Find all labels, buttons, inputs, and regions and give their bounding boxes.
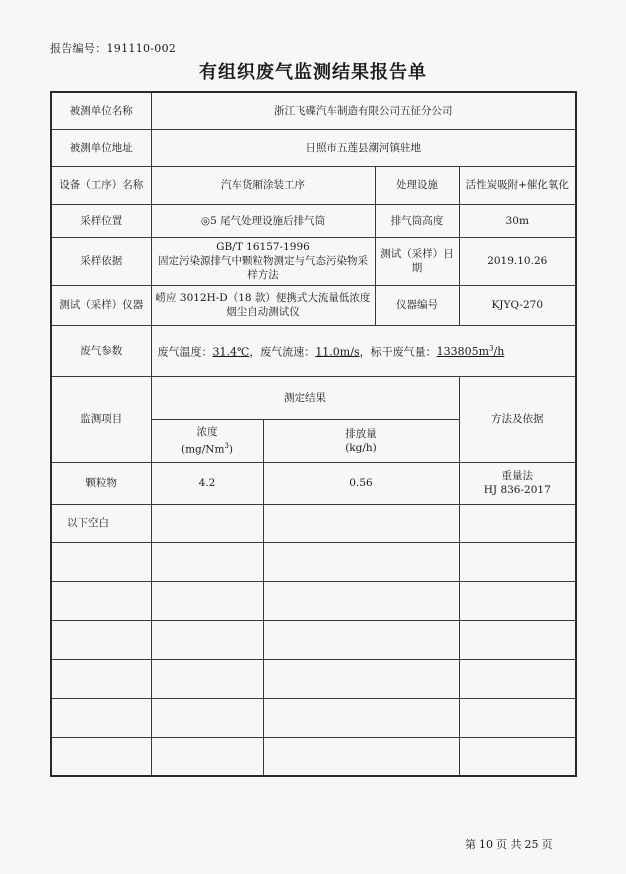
unit-address-label: 被测单位地址 bbox=[51, 129, 151, 166]
test-date-label: 测试（采样）日期 bbox=[375, 237, 459, 285]
sampling-position-label: 采样位置 bbox=[51, 204, 151, 237]
sampling-basis-label: 采样依据 bbox=[51, 237, 151, 285]
sampling-position-value: ◎5 尾气处理设施后排气筒 bbox=[151, 204, 375, 237]
result-emission: 0.56 bbox=[263, 462, 459, 504]
result-method: 重量法 HJ 836-2017 bbox=[459, 462, 576, 504]
gas-params-value: 废气温度：31.4℃，废气流速：11.0m/s，标干废气量：$133805m^3/h$ bbox=[151, 325, 576, 376]
emission-header: 排放量 (kg/h) bbox=[263, 419, 459, 462]
equipment-label: 设备（工序）名称 bbox=[51, 166, 151, 204]
unit-name-value: 浙江飞碟汽车制造有限公司五征分公司 bbox=[151, 92, 576, 129]
table-row bbox=[51, 737, 576, 776]
gas-params-label: 废气参数 bbox=[51, 325, 151, 376]
page-title: 有组织废气监测结果报告单 bbox=[199, 62, 427, 83]
table-row bbox=[51, 620, 576, 659]
result-concentration: 4.2 bbox=[151, 462, 263, 504]
basis-method: 固定污染源排气中颗粒物测定与气态污染物采样方法 bbox=[158, 255, 368, 281]
table-row bbox=[51, 92, 576, 129]
instrument-label: 测试（采样）仪器 bbox=[51, 285, 151, 325]
unit-name-label: 被测单位名称 bbox=[51, 92, 151, 129]
table-row bbox=[51, 581, 576, 620]
table-row bbox=[51, 504, 576, 542]
result-item: 颗粒物 bbox=[51, 462, 151, 504]
test-date-value: 2019.10.26 bbox=[459, 237, 576, 285]
table-row bbox=[51, 659, 576, 698]
sampling-basis-value bbox=[151, 237, 375, 285]
monitoring-item-header: 监测项目 bbox=[51, 376, 151, 462]
instrument-number-value: KJYQ-270 bbox=[459, 285, 576, 325]
standard-gas-volume: $133805m^3/h$ bbox=[436, 344, 505, 359]
table-row bbox=[51, 204, 576, 237]
report-number: 报告编号：191110-002 bbox=[50, 42, 177, 55]
table-row bbox=[51, 542, 576, 581]
result-header: 测定结果 bbox=[151, 376, 459, 419]
table-row bbox=[51, 285, 576, 325]
report-table bbox=[50, 91, 577, 777]
blank-note: 以下空白 bbox=[51, 504, 151, 542]
gas-flow-velocity: 11.0m/s bbox=[315, 345, 360, 359]
basis-standard: GB/T 16157-1996 bbox=[216, 241, 310, 253]
table-row bbox=[51, 376, 576, 419]
table-row bbox=[51, 237, 576, 285]
table-row bbox=[51, 698, 576, 737]
unit-address-value: 日照市五莲县潮河镇驻地 bbox=[151, 129, 576, 166]
instrument-number-label: 仪器编号 bbox=[375, 285, 459, 325]
gas-temperature: 31.4℃ bbox=[212, 345, 250, 359]
table-row bbox=[51, 129, 576, 166]
stack-height-value: 30m bbox=[459, 204, 576, 237]
page-number: 第 10 页 共 25 页 bbox=[465, 838, 553, 851]
table-row bbox=[51, 166, 576, 204]
treatment-label: 处理设施 bbox=[375, 166, 459, 204]
table-row bbox=[51, 462, 576, 504]
instrument-value: 崂应 3012H-D（18 款）便携式大流量低浓度烟尘自动测试仪 bbox=[151, 285, 375, 325]
treatment-value: 活性炭吸附+催化氧化 bbox=[459, 166, 576, 204]
equipment-value: 汽车货厢涂装工序 bbox=[151, 166, 375, 204]
method-header: 方法及依据 bbox=[459, 376, 576, 462]
stack-height-label: 排气筒高度 bbox=[375, 204, 459, 237]
table-row bbox=[51, 325, 576, 376]
concentration-header: 浓度 (mg/Nm$^3$) bbox=[151, 419, 263, 462]
